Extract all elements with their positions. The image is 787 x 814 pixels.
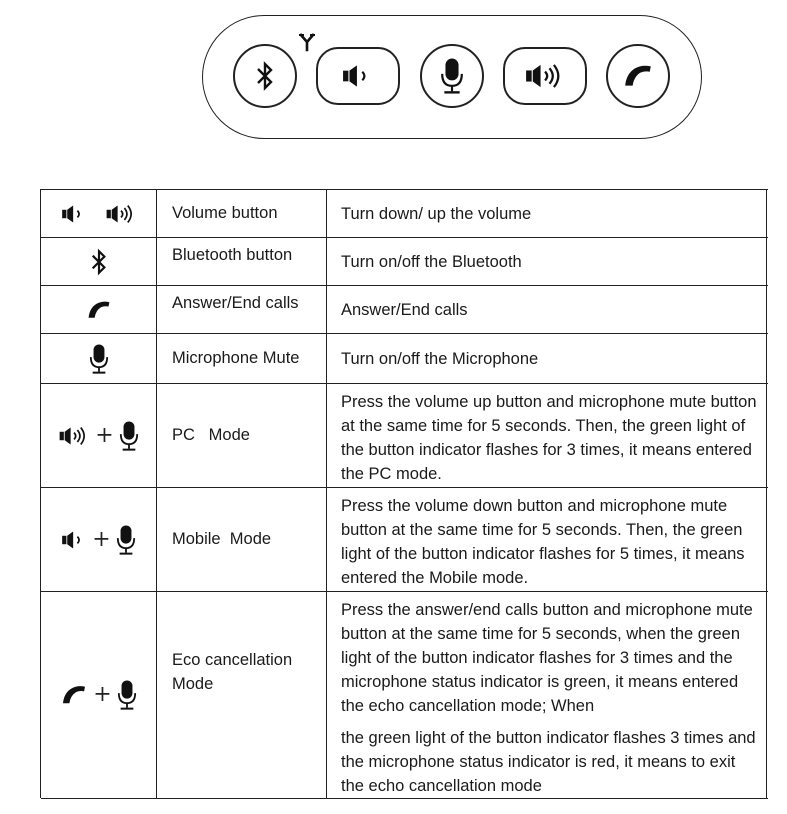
bluetooth-icon (255, 60, 275, 92)
microphone-icon (116, 524, 136, 556)
icon-cell (41, 592, 157, 798)
volume-down-icon (342, 62, 374, 90)
y-antenna-icon (298, 32, 316, 52)
plus-sign: + (92, 526, 111, 552)
function-name: PC Mode (157, 384, 327, 487)
volume-down-button[interactable] (316, 47, 400, 105)
table-row (41, 286, 768, 334)
volume-up-icon (525, 61, 565, 91)
icon-cell (41, 384, 157, 487)
function-description: Turn on/off the Bluetooth (327, 238, 767, 285)
table-row (41, 238, 768, 286)
function-description: Press the volume down button and microphone mute button at the same time for 5 seconds. Then, the green light of the button indicator flashes for 5 times, it means entered the Mobile mode. (327, 488, 767, 591)
function-table (40, 189, 768, 798)
phone-handset-icon (60, 684, 88, 706)
microphone-icon (440, 57, 464, 95)
icon-cell (41, 334, 157, 383)
icon-cell (41, 286, 157, 333)
function-description: Turn down/ up the volume (327, 190, 767, 237)
function-description: Press the volume up button and microphone mute button at the same time for 5 seconds. Then, the green light of the button indicator flashes for 3 times, it means entered the PC mode. (327, 384, 767, 487)
table-row (41, 384, 768, 488)
plus-sign: + (95, 422, 114, 448)
function-description: Turn on/off the Microphone (327, 334, 767, 383)
microphone-icon (119, 420, 139, 452)
function-name: Answer/End calls (157, 286, 327, 333)
table-row (41, 488, 768, 592)
volume-down-icon (61, 203, 87, 225)
volume-down-icon (61, 529, 87, 551)
function-description (327, 592, 767, 798)
function-name: Bluetooth button (157, 238, 327, 285)
icon-cell (41, 190, 157, 237)
bluetooth-icon (90, 247, 108, 277)
function-description: Answer/End calls (327, 286, 767, 333)
icon-cell (41, 488, 157, 591)
function-name: Volume button (157, 190, 327, 237)
icon-cell (41, 238, 157, 285)
bluetooth-button[interactable] (233, 44, 297, 108)
answer-end-call-button[interactable] (606, 44, 670, 108)
table-row (41, 334, 768, 384)
description-part-1: Press the answer/end calls button and microphone mute button at the same time for 5 seconds, when the green light of the button indicator flashes for 3 times and the microphone status indicator is green, it means entered the echo cancellation mode; When (341, 601, 753, 715)
description-part-2: the green light of the button indicator flashes 3 times and the microphone status indicator is red, it means to exit the echo cancellation mode (341, 729, 756, 795)
table-row (41, 592, 768, 799)
volume-up-button[interactable] (503, 47, 587, 105)
plus-sign: + (93, 682, 112, 707)
microphone-button[interactable] (420, 44, 484, 108)
microphone-icon (117, 679, 137, 711)
table-row (41, 190, 768, 238)
function-name: Microphone Mute (157, 334, 327, 383)
phone-handset-icon (622, 63, 654, 89)
function-name: Mobile Mode (157, 488, 327, 591)
phone-handset-icon (86, 299, 112, 321)
function-name: Eco cancellation Mode (157, 592, 327, 798)
volume-up-icon (105, 203, 137, 225)
volume-up-icon (58, 425, 90, 447)
microphone-icon (89, 343, 109, 375)
